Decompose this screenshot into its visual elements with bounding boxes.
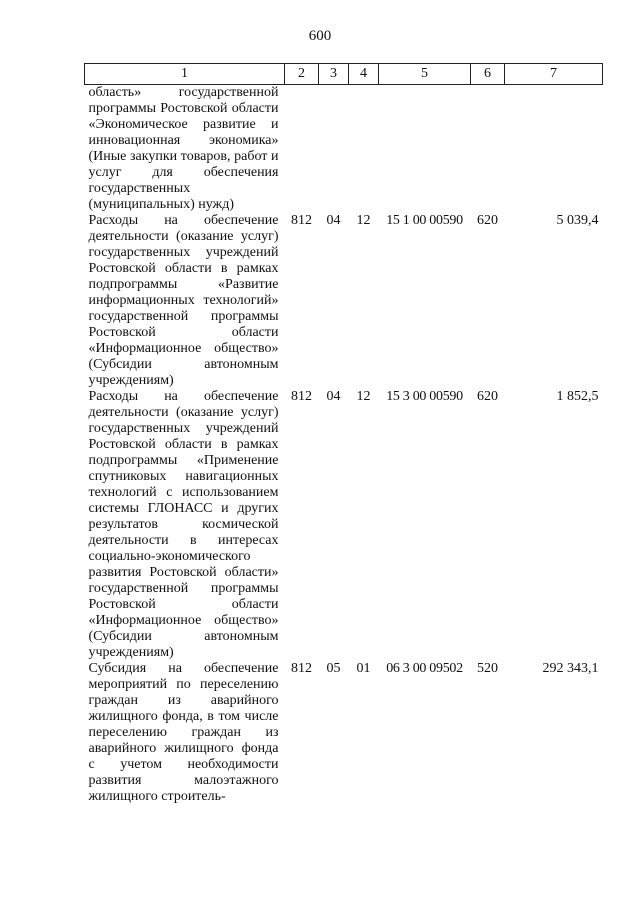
- header-col-3: 3: [319, 64, 349, 85]
- header-row: [85, 64, 603, 85]
- row-amount: 1 852,5: [556, 389, 599, 404]
- row-subsection-code: 01: [356, 661, 371, 676]
- table-row: [85, 661, 603, 805]
- header-col-6: 6: [471, 64, 505, 85]
- row-expense-type: 520: [477, 661, 498, 676]
- row-expense-type: 620: [477, 389, 498, 404]
- row-expense-type: [471, 85, 505, 214]
- row-amount: 292 343,1: [542, 661, 599, 676]
- budget-table: [84, 63, 603, 805]
- row-section-code: 04: [326, 389, 341, 404]
- row-description: Субсидия на обеспечение мероприятий по переселению граждан из аварийного жилищного фонда, в том числе переселению граждан из аварийного жилищного фонда с учетом необходимости развития малоэтажного жилищного строитель-: [88, 661, 279, 804]
- row-section-code: 05: [326, 661, 341, 676]
- page-number: 600: [308, 28, 332, 44]
- row-description: Расходы на обеспечение деятельности (оказание услуг) государственных учреждений Ростовской области в рамках подпрограммы «Применение спутниковых навигационных технологий с использованием системы ГЛОНАСС и других результатов космической деятельности в интересах социально-экономического развития Ростовской области» государственной программы Ростовской области «Информационное общество» (Субсидии автономным учреждениям): [88, 389, 279, 660]
- row-description: Расходы на обеспечение деятельности (оказание услуг) государственных учреждений Ростовской области в рамках подпрограммы «Развитие информационных технологий» государственной программы Ростовской области «Информационное общество» (Субсидии автономным учреждениям): [88, 213, 279, 388]
- row-ministry-code: 812: [291, 389, 312, 404]
- row-amount: 5 039,4: [556, 213, 599, 228]
- row-expense-type: 620: [477, 213, 498, 228]
- header-col-7: 7: [505, 64, 603, 85]
- table-row: [85, 389, 603, 661]
- row-amount: [505, 85, 603, 214]
- row-section-code: [319, 85, 349, 214]
- row-ministry-code: 812: [291, 661, 312, 676]
- row-target-article: 06 3 00 09502: [386, 661, 463, 676]
- row-subsection-code: 12: [356, 389, 371, 404]
- table-row: [85, 213, 603, 389]
- header-col-5: 5: [379, 64, 471, 85]
- header-col-4: 4: [349, 64, 379, 85]
- table-row: [85, 85, 603, 214]
- row-section-code: 04: [326, 213, 341, 228]
- row-ministry-code: 812: [291, 213, 312, 228]
- row-target-article: [379, 85, 471, 214]
- header-col-2: 2: [285, 64, 319, 85]
- row-target-article: 15 1 00 00590: [386, 213, 463, 228]
- header-col-1: 1: [85, 64, 285, 85]
- row-description: область» государственной программы Ростовской области «Экономическое развитие и инновационная экономика» (Иные закупки товаров, работ и услуг для обеспечения государственных (муниципальных) нужд): [88, 85, 279, 212]
- row-subsection-code: 12: [356, 213, 371, 228]
- row-subsection-code: [349, 85, 379, 214]
- row-ministry-code: [285, 85, 319, 214]
- row-target-article: 15 3 00 00590: [386, 389, 463, 404]
